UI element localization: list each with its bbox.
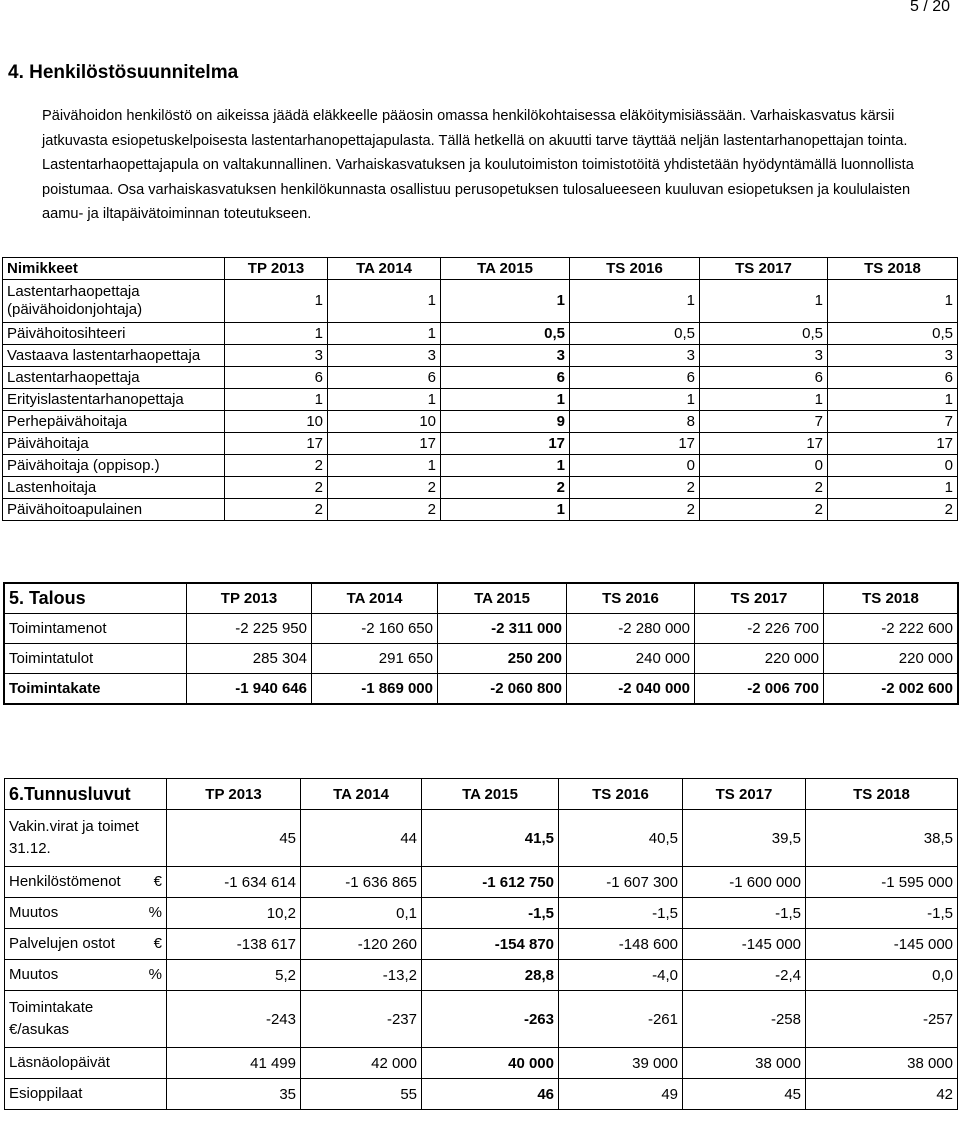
table-cell: 1	[328, 280, 441, 323]
table-cell: 44	[301, 810, 422, 867]
table-cell: 0,5	[441, 323, 570, 345]
table-cell: 1	[441, 499, 570, 521]
table-cell: 0,0	[806, 960, 958, 991]
economy-title: 5. Talous	[5, 584, 187, 614]
table-row	[3, 411, 958, 433]
table-cell: 6	[328, 367, 441, 389]
table-cell: 2	[328, 499, 441, 521]
table-cell: 3	[225, 345, 328, 367]
table-cell: -4,0	[559, 960, 683, 991]
table-cell: 38,5	[806, 810, 958, 867]
table-cell: 2	[570, 477, 700, 499]
staff-header: TS 2017	[700, 258, 828, 280]
table-cell: -1,5	[683, 898, 806, 929]
row-label: Perhepäivähoitaja	[3, 411, 225, 433]
row-label-group	[9, 1083, 162, 1105]
table-cell: 2	[225, 499, 328, 521]
economy-table	[4, 583, 958, 704]
table-cell: 8	[570, 411, 700, 433]
row-label-text: Henkilöstömenot	[9, 873, 121, 890]
row-label	[5, 1048, 167, 1079]
table-cell: 3	[570, 345, 700, 367]
table-cell: 2	[441, 477, 570, 499]
table-row	[3, 455, 958, 477]
table-cell: -2 226 700	[695, 614, 824, 644]
table-cell: 17	[570, 433, 700, 455]
table-cell: 2	[328, 477, 441, 499]
table-cell: 1	[441, 455, 570, 477]
table-cell: 6	[441, 367, 570, 389]
row-label-text: Vakin.virat ja toimet 31.12.	[9, 818, 139, 857]
table-cell: 3	[441, 345, 570, 367]
table-row	[3, 367, 958, 389]
table-cell: 1	[441, 389, 570, 411]
table-row	[5, 614, 958, 644]
table-cell: 6	[570, 367, 700, 389]
row-label-text: Toimintakate	[9, 999, 94, 1016]
row-unit: €/asukas	[9, 1021, 70, 1038]
row-label-group	[9, 871, 162, 893]
staff-header: TP 2013	[225, 258, 328, 280]
table-cell: 0	[828, 455, 958, 477]
table-cell: -1 612 750	[422, 867, 559, 898]
row-label: Päivähoitoapulainen	[3, 499, 225, 521]
economy-header: TS 2016	[567, 584, 695, 614]
table-cell: -13,2	[301, 960, 422, 991]
table-cell: 17	[828, 433, 958, 455]
table-row	[3, 477, 958, 499]
row-label	[5, 991, 167, 1048]
row-label-text: Muutos	[9, 966, 59, 983]
table-cell: 291 650	[312, 644, 438, 674]
table-cell: -2 311 000	[438, 614, 567, 644]
row-label: Lastentarhaopettaja (päivähoidonjohtaja)	[3, 280, 225, 323]
table-cell: 7	[700, 411, 828, 433]
table-cell: 1	[828, 389, 958, 411]
kpi-header: TS 2016	[559, 779, 683, 810]
table-cell: 45	[167, 810, 301, 867]
row-label-group	[9, 1052, 162, 1074]
row-label-text: Muutos	[9, 904, 59, 921]
row-unit: %	[148, 966, 162, 983]
table-cell: 45	[683, 1079, 806, 1110]
table-cell: -2 225 950	[187, 614, 312, 644]
table-cell: -2 006 700	[695, 674, 824, 704]
table-cell: -1 607 300	[559, 867, 683, 898]
table-cell: 1	[225, 323, 328, 345]
table-cell: 1	[328, 323, 441, 345]
row-label-group	[9, 816, 162, 860]
table-cell: 28,8	[422, 960, 559, 991]
table-row	[5, 991, 958, 1048]
table-cell: 0	[700, 455, 828, 477]
table-cell: 38 000	[806, 1048, 958, 1079]
staff-header: TA 2015	[441, 258, 570, 280]
section-title: 4. Henkilöstösuunnitelma	[8, 62, 239, 83]
table-cell: 2	[225, 477, 328, 499]
table-cell: 3	[828, 345, 958, 367]
table-cell: 285 304	[187, 644, 312, 674]
row-label: Päivähoitaja (oppisop.)	[3, 455, 225, 477]
table-row	[5, 810, 958, 867]
row-label	[5, 929, 167, 960]
row-label	[5, 1079, 167, 1110]
kpi-header: TP 2013	[167, 779, 301, 810]
table-row	[5, 929, 958, 960]
table-cell: -2 060 800	[438, 674, 567, 704]
row-label: Erityislastentarhanopettaja	[3, 389, 225, 411]
kpi-header: TS 2017	[683, 779, 806, 810]
table-cell: 6	[700, 367, 828, 389]
table-cell: -2 222 600	[824, 614, 958, 644]
table-cell: 2	[700, 477, 828, 499]
table-cell: 41 499	[167, 1048, 301, 1079]
table-cell: -145 000	[806, 929, 958, 960]
row-label-text: Läsnäolopäivät	[9, 1054, 110, 1071]
kpi-header: TA 2015	[422, 779, 559, 810]
table-cell: -154 870	[422, 929, 559, 960]
staff-header: TS 2018	[828, 258, 958, 280]
kpi-title: 6.Tunnusluvut	[5, 779, 167, 810]
table-cell: -148 600	[559, 929, 683, 960]
table-cell: 0,5	[700, 323, 828, 345]
row-label-group	[9, 964, 162, 986]
kpi-header-row	[5, 779, 958, 810]
table-cell: 1	[225, 280, 328, 323]
table-cell: 17	[700, 433, 828, 455]
table-row	[3, 345, 958, 367]
table-cell: 10	[225, 411, 328, 433]
table-cell: 1	[700, 280, 828, 323]
row-label: Päivähoitaja	[3, 433, 225, 455]
kpi-table	[4, 778, 958, 1110]
table-cell: -257	[806, 991, 958, 1048]
table-cell: 55	[301, 1079, 422, 1110]
row-unit: €	[153, 873, 162, 890]
staff-header: TS 2016	[570, 258, 700, 280]
table-cell: 220 000	[695, 644, 824, 674]
table-cell: 42 000	[301, 1048, 422, 1079]
table-cell: 1	[828, 280, 958, 323]
row-label: Toimintatulot	[5, 644, 187, 674]
table-cell: 7	[828, 411, 958, 433]
table-row	[5, 867, 958, 898]
table-cell: 3	[700, 345, 828, 367]
table-cell: -2 160 650	[312, 614, 438, 644]
table-cell: -138 617	[167, 929, 301, 960]
row-label: Lastenhoitaja	[3, 477, 225, 499]
table-cell: -258	[683, 991, 806, 1048]
table-cell: 42	[806, 1079, 958, 1110]
table-cell: 5,2	[167, 960, 301, 991]
row-label: Vastaava lastentarhaopettaja	[3, 345, 225, 367]
row-label-text: Palvelujen ostot	[9, 935, 115, 952]
table-cell: 10,2	[167, 898, 301, 929]
table-cell: 40 000	[422, 1048, 559, 1079]
table-row	[5, 1048, 958, 1079]
table-cell: -1,5	[559, 898, 683, 929]
table-cell: 2	[225, 455, 328, 477]
staff-header-row	[3, 258, 958, 280]
staff-table	[2, 257, 958, 521]
table-cell: -2 002 600	[824, 674, 958, 704]
row-label-text: Esioppilaat	[9, 1085, 83, 1102]
table-row	[5, 1079, 958, 1110]
table-cell: -263	[422, 991, 559, 1048]
row-label-group	[9, 902, 162, 924]
row-label-group	[9, 933, 162, 955]
table-cell: 1	[828, 477, 958, 499]
table-cell: -1 940 646	[187, 674, 312, 704]
table-cell: 17	[225, 433, 328, 455]
table-cell: -2 040 000	[567, 674, 695, 704]
kpi-header: TA 2014	[301, 779, 422, 810]
table-cell: 220 000	[824, 644, 958, 674]
page-number: 5 / 20	[909, 0, 950, 15]
table-cell: 35	[167, 1079, 301, 1110]
staff-header: Nimikkeet	[3, 258, 225, 280]
row-label	[5, 810, 167, 867]
table-row	[3, 323, 958, 345]
table-cell: -120 260	[301, 929, 422, 960]
kpi-header: TS 2018	[806, 779, 958, 810]
row-label	[5, 898, 167, 929]
table-cell: 1	[441, 280, 570, 323]
table-cell: 0	[570, 455, 700, 477]
row-label	[5, 960, 167, 991]
table-cell: 1	[700, 389, 828, 411]
economy-header-row	[5, 584, 958, 614]
table-cell: 17	[328, 433, 441, 455]
table-cell: 250 200	[438, 644, 567, 674]
table-cell: -261	[559, 991, 683, 1048]
table-cell: 9	[441, 411, 570, 433]
staff-header: TA 2014	[328, 258, 441, 280]
table-cell: -1,5	[806, 898, 958, 929]
row-label: Toimintakate	[5, 674, 187, 704]
table-cell: 39,5	[683, 810, 806, 867]
table-row	[5, 674, 958, 704]
table-cell: -1 634 614	[167, 867, 301, 898]
table-cell: 0,5	[570, 323, 700, 345]
table-cell: 2	[700, 499, 828, 521]
table-cell: 2	[828, 499, 958, 521]
table-cell: 6	[225, 367, 328, 389]
table-cell: 3	[328, 345, 441, 367]
table-cell: 2	[570, 499, 700, 521]
table-cell: 40,5	[559, 810, 683, 867]
table-row	[3, 389, 958, 411]
table-cell: 38 000	[683, 1048, 806, 1079]
table-cell: -1 600 000	[683, 867, 806, 898]
section-paragraph: Päivähoidon henkilöstö on aikeissa jäädä eläkkeelle pääosin omassa henkilökohtaisessa eläköitymisiässään. Varhaiskasvatus kärsii jatkuvasta esiopetuskelpoisesta lastentarhanopettajapulasta. Tällä hetkellä on akuutti tarve täyttää neljän lastentarhanopettajan tointa. Lastentarhaopettajapula on valtakunnallinen. Varhaiskasvatuksen ja koulutoimiston toimistotöitä yhdistetään hyödyntämällä luonnollista poistumaa. Osa varhaiskasvatuksen henkilökunnasta osallistuu perusopetuksen tulosalueeseen kuuluvan esiopetuksen ja koululaisten aamu- ja iltapäivätoiminnan toteutukseen.	[42, 108, 914, 222]
table-cell: -2,4	[683, 960, 806, 991]
table-cell: 6	[828, 367, 958, 389]
row-label: Päivähoitosihteeri	[3, 323, 225, 345]
row-label: Lastentarhaopettaja	[3, 367, 225, 389]
row-unit: €	[153, 935, 162, 952]
table-cell: 0,5	[828, 323, 958, 345]
table-cell: 1	[570, 389, 700, 411]
table-cell: 41,5	[422, 810, 559, 867]
economy-header: TA 2015	[438, 584, 567, 614]
row-label: Toimintamenot	[5, 614, 187, 644]
table-cell: -1 595 000	[806, 867, 958, 898]
table-cell: -243	[167, 991, 301, 1048]
economy-header: TP 2013	[187, 584, 312, 614]
table-cell: 17	[441, 433, 570, 455]
table-cell: -145 000	[683, 929, 806, 960]
economy-header: TS 2018	[824, 584, 958, 614]
table-cell: 10	[328, 411, 441, 433]
table-row	[5, 960, 958, 991]
table-row	[3, 433, 958, 455]
table-cell: -237	[301, 991, 422, 1048]
table-row	[5, 898, 958, 929]
economy-header: TA 2014	[312, 584, 438, 614]
table-row	[3, 499, 958, 521]
table-cell: 0,1	[301, 898, 422, 929]
table-cell: 1	[328, 389, 441, 411]
table-cell: -1 869 000	[312, 674, 438, 704]
table-cell: 1	[570, 280, 700, 323]
economy-header: TS 2017	[695, 584, 824, 614]
table-cell: -1,5	[422, 898, 559, 929]
table-cell: 49	[559, 1079, 683, 1110]
table-cell: 1	[328, 455, 441, 477]
table-row	[3, 280, 958, 323]
table-cell: -2 280 000	[567, 614, 695, 644]
table-cell: 1	[225, 389, 328, 411]
table-cell: -1 636 865	[301, 867, 422, 898]
table-row	[5, 644, 958, 674]
row-unit: %	[148, 904, 162, 921]
table-cell: 46	[422, 1079, 559, 1110]
table-cell: 240 000	[567, 644, 695, 674]
row-label	[5, 867, 167, 898]
table-cell: 39 000	[559, 1048, 683, 1079]
